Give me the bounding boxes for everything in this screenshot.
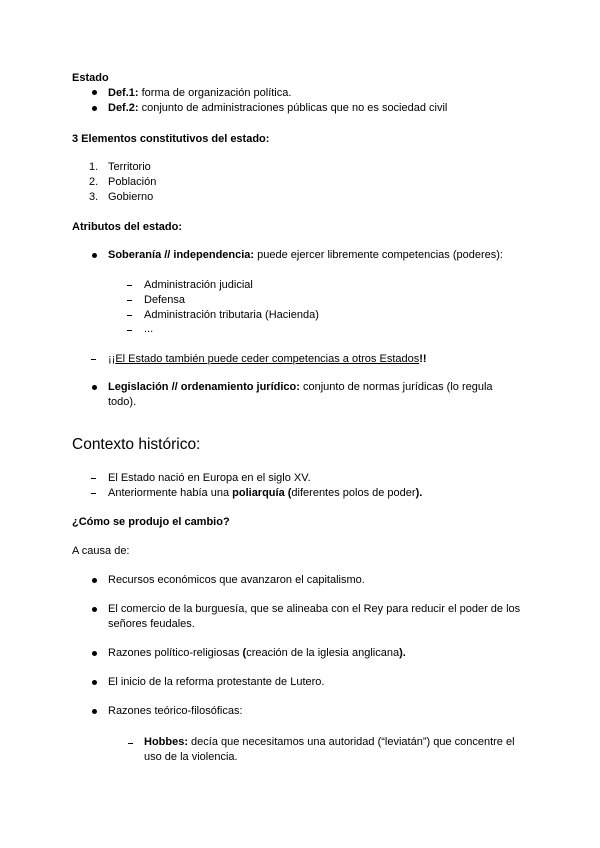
cambio-item-religiosas: Razones político-religiosas (creación de la iglesia anglicana). bbox=[108, 647, 406, 659]
legislacion-item: Legislación // ordenamiento jurídico: conjunto de normas jurídicas (lo regula bbox=[108, 381, 493, 393]
list-number: 2. bbox=[89, 176, 99, 188]
bullet-icon bbox=[92, 578, 97, 583]
dash-icon bbox=[127, 300, 132, 301]
section-heading-elementos: 3 Elementos constitutivos del estado: bbox=[72, 133, 270, 145]
bullet-icon bbox=[92, 253, 97, 258]
dash-icon bbox=[127, 330, 132, 331]
dash-icon bbox=[91, 478, 96, 479]
dash-icon bbox=[91, 493, 96, 494]
bullet-icon bbox=[92, 385, 97, 390]
dash-icon bbox=[127, 285, 132, 286]
list-item-gobierno: Gobierno bbox=[108, 191, 154, 203]
sub-item: Administración tributaria (Hacienda) bbox=[144, 309, 319, 321]
sub-item: ... bbox=[144, 323, 154, 335]
list-number: 1. bbox=[89, 161, 99, 173]
bullet-icon bbox=[92, 90, 97, 95]
section-heading-atributos: Atributos del estado: bbox=[72, 221, 183, 233]
cambio-item-filosoficas: Razones teórico-filosóficas: bbox=[108, 705, 243, 717]
cambio-item-comercio-continuation: señores feudales. bbox=[108, 618, 195, 630]
list-number: 3. bbox=[89, 191, 99, 203]
bullet-icon bbox=[92, 709, 97, 714]
definition-2: Def.2: conjunto de administraciones públicas que no es sociedad civil bbox=[108, 102, 448, 114]
cambio-item-lutero: El inicio de la reforma protestante de Lutero. bbox=[108, 676, 325, 688]
list-item-territorio: Territorio bbox=[108, 161, 151, 173]
bullet-icon bbox=[92, 607, 97, 612]
contexto-item: El Estado nació en Europa en el siglo XV. bbox=[108, 472, 311, 484]
cambio-item-comercio: El comercio de la burguesía, que se alineaba con el Rey para reducir el poder de los bbox=[108, 603, 521, 615]
note-ceder-competencias: ¡¡El Estado también puede ceder competencias a otros Estados!! bbox=[108, 353, 427, 365]
sub-item: Administración judicial bbox=[144, 279, 253, 291]
legislacion-item-continuation: todo). bbox=[108, 396, 137, 408]
dash-icon bbox=[127, 315, 132, 316]
list-item-poblacion: Población bbox=[108, 176, 157, 188]
cambio-item-recursos: Recursos económicos que avanzaron el capitalismo. bbox=[108, 574, 365, 586]
soberania-item: Soberanía // independencia: puede ejercer libremente competencias (poderes): bbox=[108, 249, 503, 261]
sub-item: Defensa bbox=[144, 294, 185, 306]
section-heading-cambio: ¿Cómo se produjo el cambio? bbox=[72, 516, 230, 528]
cambio-intro: A causa de: bbox=[72, 545, 130, 557]
section-heading-contexto: Contexto histórico: bbox=[72, 436, 201, 453]
bullet-icon bbox=[92, 651, 97, 656]
section-heading-estado: Estado bbox=[72, 72, 109, 84]
hobbes-item: Hobbes: decía que necesitamos una autoridad (“leviatán”) que concentre el bbox=[144, 736, 515, 748]
bullet-icon bbox=[92, 106, 97, 111]
contexto-item-poliarquia: Anteriormente había una poliarquía (diferentes polos de poder). bbox=[108, 487, 423, 499]
bullet-icon bbox=[92, 680, 97, 685]
hobbes-item-continuation: uso de la violencia. bbox=[144, 751, 238, 763]
dash-icon bbox=[91, 359, 96, 360]
dash-icon bbox=[128, 743, 133, 744]
definition-1: Def.1: forma de organización política. bbox=[108, 87, 292, 99]
